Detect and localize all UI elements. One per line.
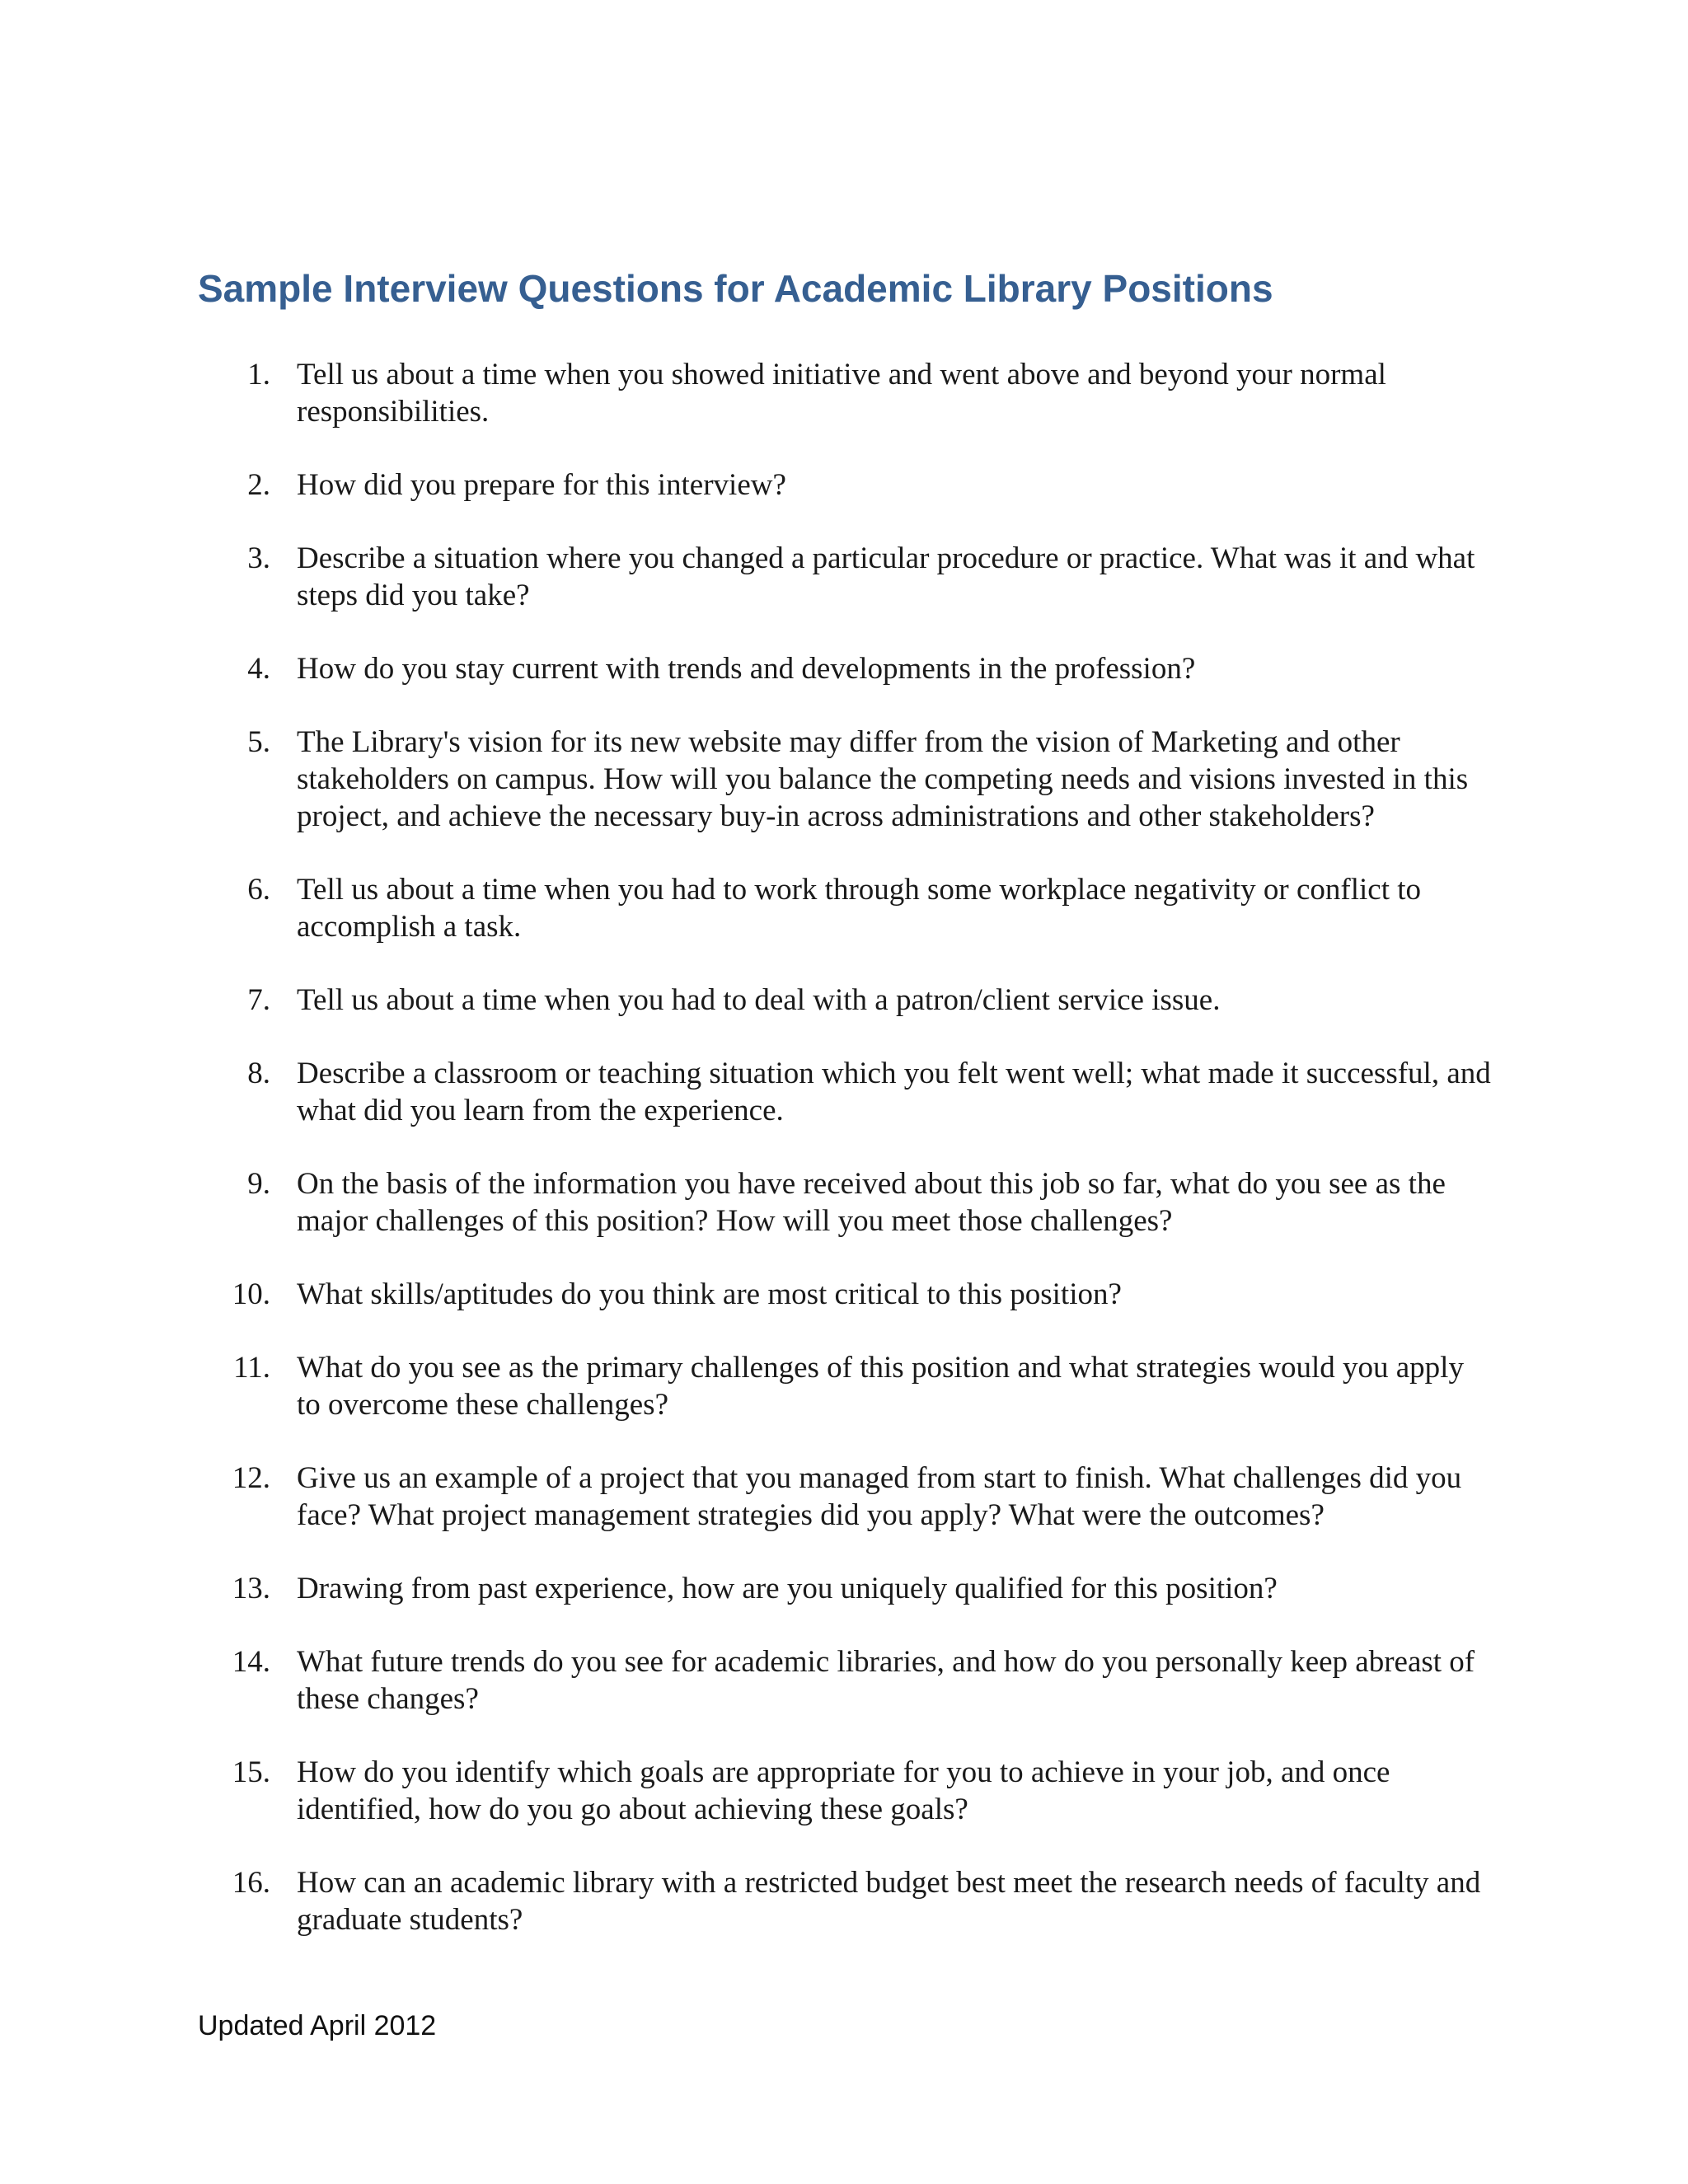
list-item [0, 1349, 1688, 1423]
footer-updated-date: Updated April 2012 [198, 2010, 437, 2041]
question-number: 6. [247, 873, 270, 907]
list-item [0, 1460, 1688, 1534]
question-number: 5. [247, 725, 270, 759]
list-item [0, 540, 1688, 614]
question-number: 15. [232, 1755, 270, 1789]
list-item [0, 650, 1688, 687]
question-text: How do you identify which goals are appropriate for you to achieve in your job, and once identified, how do you go about achieving these goals? [297, 1755, 1390, 1826]
question-number: 16. [232, 1866, 270, 1900]
list-item [0, 1165, 1688, 1240]
question-text: How do you stay current with trends and developments in the profession? [297, 652, 1196, 686]
question-number: 3. [247, 541, 270, 575]
list-item [0, 1754, 1688, 1828]
question-text: Tell us about a time when you had to deal with a patron/client service issue. [297, 983, 1221, 1017]
question-number: 12. [232, 1461, 270, 1495]
list-item [0, 466, 1688, 504]
question-text: Drawing from past experience, how are you uniquely qualified for this position? [297, 1572, 1278, 1605]
list-item [0, 1864, 1688, 1938]
list-item [0, 871, 1688, 945]
question-number: 10. [232, 1277, 270, 1311]
question-number: 13. [232, 1572, 270, 1605]
question-number: 14. [232, 1645, 270, 1679]
question-text: How can an academic library with a restricted budget best meet the research needs of faculty and graduate students? [297, 1866, 1481, 1937]
question-list [0, 356, 1688, 1975]
question-number: 4. [247, 652, 270, 686]
question-text: The Library's vision for its new website may differ from the vision of Marketing and other stakeholders on campus. How will you balance the competing needs and visions invested in this project, and achieve the necessary buy-in across administrations and other stakeholders? [297, 725, 1469, 833]
list-item [0, 982, 1688, 1019]
question-text: On the basis of the information you have received about this job so far, what do you see as the major challenges of this position? How will you meet those challenges? [297, 1167, 1446, 1238]
question-text: Tell us about a time when you showed initiative and went above and beyond your normal responsibilities. [297, 358, 1386, 429]
question-number: 11. [233, 1351, 270, 1385]
question-text: What future trends do you see for academic libraries, and how do you personally keep abreast of these changes? [297, 1645, 1475, 1716]
list-item [0, 1643, 1688, 1718]
question-text: What do you see as the primary challenges of this position and what strategies would you apply to overcome these challenges? [297, 1351, 1464, 1422]
question-text: Describe a classroom or teaching situation which you felt went well; what made it successful, and what did you learn from the experience. [297, 1057, 1491, 1127]
question-text: Describe a situation where you changed a particular procedure or practice. What was it and what steps did you take? [297, 541, 1475, 612]
question-text: Give us an example of a project that you managed from start to finish. What challenges did you face? What project management strategies did you apply? What were the outcomes? [297, 1461, 1462, 1532]
question-number: 1. [247, 358, 270, 391]
question-text: What skills/aptitudes do you think are most critical to this position? [297, 1277, 1122, 1311]
question-number: 2. [247, 468, 270, 502]
question-number: 7. [247, 983, 270, 1017]
list-item [0, 1570, 1688, 1607]
document-title: Sample Interview Questions for Academic Library Positions [198, 267, 1273, 310]
question-text: How did you prepare for this interview? [297, 468, 786, 502]
list-item [0, 1276, 1688, 1313]
question-number: 9. [247, 1167, 270, 1201]
list-item [0, 1055, 1688, 1129]
list-item [0, 356, 1688, 430]
question-text: Tell us about a time when you had to work through some workplace negativity or conflict to accomplish a task. [297, 873, 1422, 944]
list-item [0, 724, 1688, 835]
question-number: 8. [247, 1057, 270, 1090]
